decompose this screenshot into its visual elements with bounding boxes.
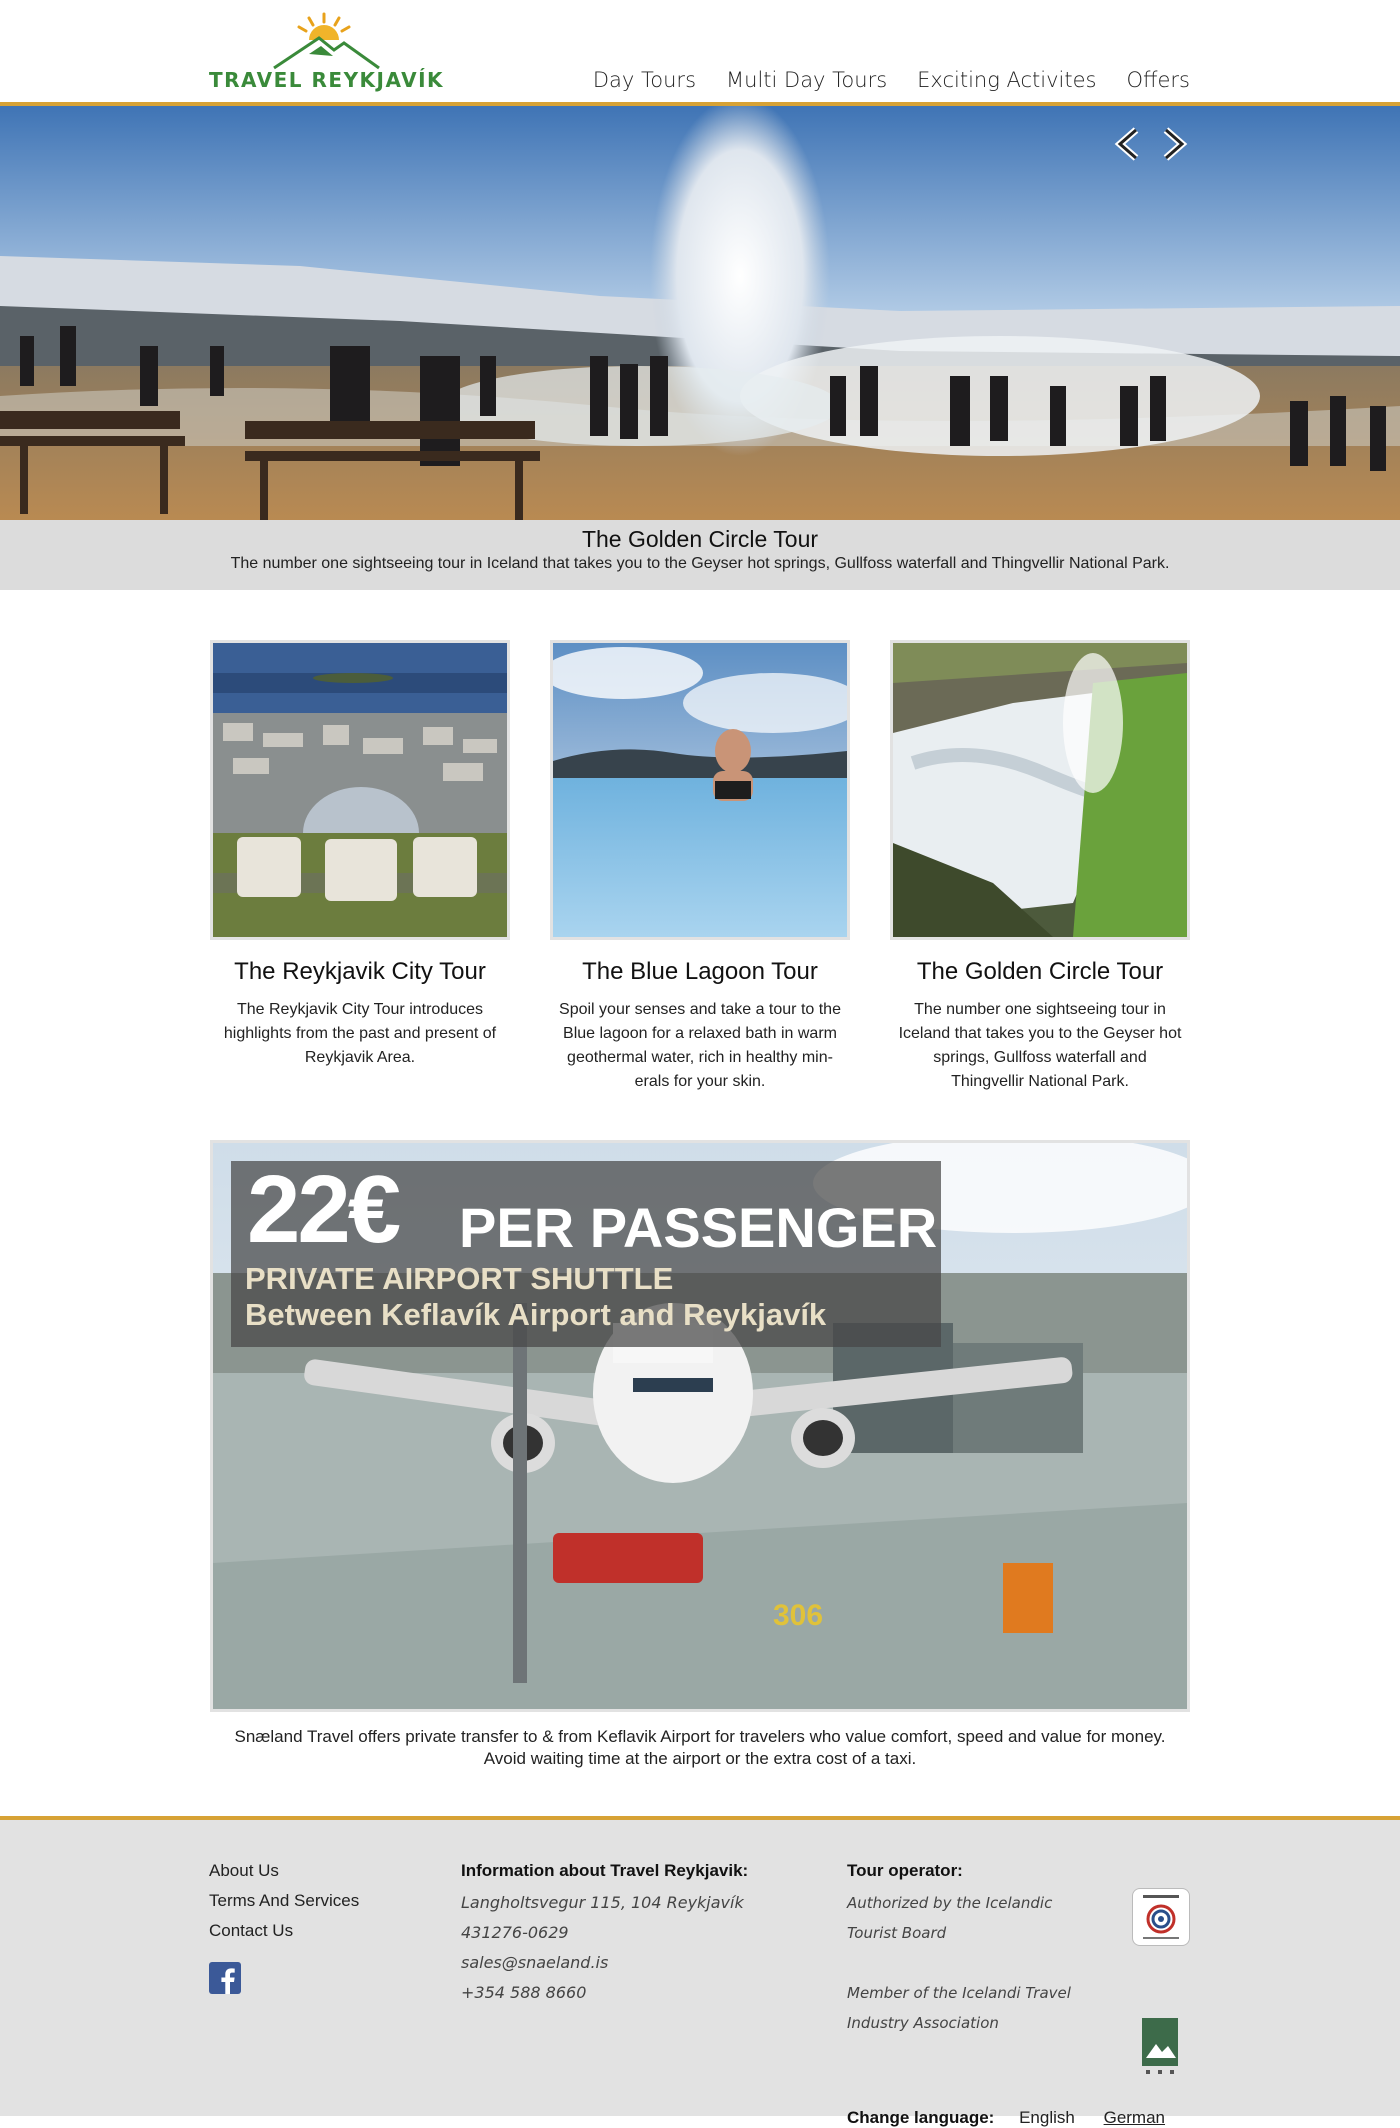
tour-operator-badge: [1132, 1888, 1190, 1946]
chevron-left-icon[interactable]: [1112, 126, 1146, 162]
main-nav: [593, 68, 1190, 92]
nav-exciting-activities[interactable]: Exciting Activites: [917, 68, 1097, 92]
tour-image-golden-circle[interactable]: [890, 640, 1190, 940]
nav-day-tours[interactable]: Day Tours: [592, 68, 697, 92]
operator-title: Tour operator:: [847, 1861, 963, 1880]
logo-text: TRAVEL REYKJAVÍK: [209, 68, 445, 92]
footer-operator: [847, 1860, 1190, 2127]
site-header: [0, 0, 1400, 104]
promo-per-passenger: PER PASSENGER: [459, 1196, 938, 1259]
nav-multi-day-tours[interactable]: Multi Day Tours: [726, 68, 888, 92]
tour-text-golden-circle: The number one sightseeing tour in Iceland that takes you to the Geyser hot springs, Gullfoss waterfall and Thingvellir National Park.: [898, 1001, 1182, 1090]
info-title: Information about Travel Reykjavik:: [461, 1861, 749, 1880]
gullfoss-waterfall-image: [893, 643, 1187, 937]
promo-description: [180, 1726, 1220, 1770]
footer-link-about[interactable]: About Us: [209, 1861, 279, 1880]
lang-german[interactable]: German: [1103, 2108, 1166, 2127]
tour-image-blue-lagoon[interactable]: [550, 640, 850, 940]
tour-cards: [210, 640, 1190, 1094]
tour-card-reykjavik: [210, 640, 510, 1094]
language-label: Change language:: [847, 2108, 995, 2127]
airport-shuttle-banner[interactable]: [210, 1140, 1190, 1712]
tourist-board-logo-icon: [1133, 1889, 1189, 1945]
saf-member-badge: [1142, 2018, 1178, 2078]
chevron-right-icon[interactable]: [1156, 126, 1190, 162]
saf-logo-icon: [1142, 2018, 1178, 2078]
promo-headline: PRIVATE AIRPORT SHUTTLE: [245, 1261, 674, 1296]
footer-links: [209, 1860, 359, 1999]
promo-price: 22€: [247, 1156, 399, 1263]
operator-authorized-text: Authorized by the Icelandic Tourist Board: [847, 1894, 1053, 1942]
tour-title-golden-circle[interactable]: The Golden Circle Tour: [916, 958, 1164, 985]
language-switcher: [847, 2108, 1189, 2128]
promo-desc-line2: Avoid waiting time at the airport or the extra cost of a taxi.: [483, 1749, 917, 1768]
logo-sun-mountain-icon: [209, 10, 439, 70]
nav-offers[interactable]: Offers: [1126, 68, 1190, 92]
lang-english[interactable]: English: [1019, 2108, 1075, 2127]
promo-text-box: [231, 1156, 941, 1347]
slider-arrows: [1112, 126, 1190, 162]
facebook-icon[interactable]: [209, 1962, 241, 1994]
tour-card-golden-circle: [890, 640, 1190, 1094]
info-email[interactable]: sales@snaeland.is: [461, 1953, 609, 1972]
hero-caption: [0, 520, 1400, 590]
tour-text-reykjavik: The Reykjavik City Tour introduces highlights from the past and present of Reykjavik Area.: [223, 1001, 497, 1066]
info-address: Langholtsvegur 115, 104 Reykjavík: [461, 1893, 744, 1912]
footer-company-info: [461, 1860, 748, 2008]
svg-text:306: 306: [773, 1599, 824, 1632]
promo-subheadline: Between Keflavík Airport and Reykjavík: [245, 1297, 827, 1332]
info-company-id: 431276-0629: [461, 1923, 569, 1942]
operator-member-text: Member of the Icelandi Travel Industry Association: [847, 1984, 1071, 2032]
tour-image-reykjavik[interactable]: [210, 640, 510, 940]
footer-link-contact[interactable]: Contact Us: [209, 1921, 294, 1940]
hero-subtitle: The number one sightseeing tour in Iceland that takes you to the Geyser hot springs, Gullfoss waterfall and Thingvellir National Park.: [230, 555, 1170, 572]
footer-link-terms[interactable]: Terms And Services: [209, 1891, 360, 1910]
site-footer: [0, 1820, 1400, 2127]
hero-title: The Golden Circle Tour: [581, 526, 819, 552]
hero-geyser-image: [0, 106, 1400, 520]
tour-text-blue-lagoon: Spoil your senses and take a tour to the Blue lagoon for a relaxed bath in warm geothermal water, rich in healthy min-erals for your skin.: [559, 1001, 841, 1090]
blue-lagoon-image: [553, 643, 847, 937]
reykjavik-city-image: [213, 643, 507, 937]
hero-slider: [0, 106, 1400, 520]
tour-card-blue-lagoon: [550, 640, 850, 1094]
promo-desc-line1: Snæland Travel offers private transfer to & from Keflavik Airport for travelers who value comfort, speed and value for money.: [234, 1727, 1166, 1746]
site-logo[interactable]: [209, 10, 445, 94]
tour-title-blue-lagoon[interactable]: The Blue Lagoon Tour: [582, 958, 818, 985]
tour-title-reykjavik[interactable]: The Reykjavik City Tour: [234, 958, 486, 985]
info-phone[interactable]: +354 588 8660: [461, 1983, 587, 2002]
